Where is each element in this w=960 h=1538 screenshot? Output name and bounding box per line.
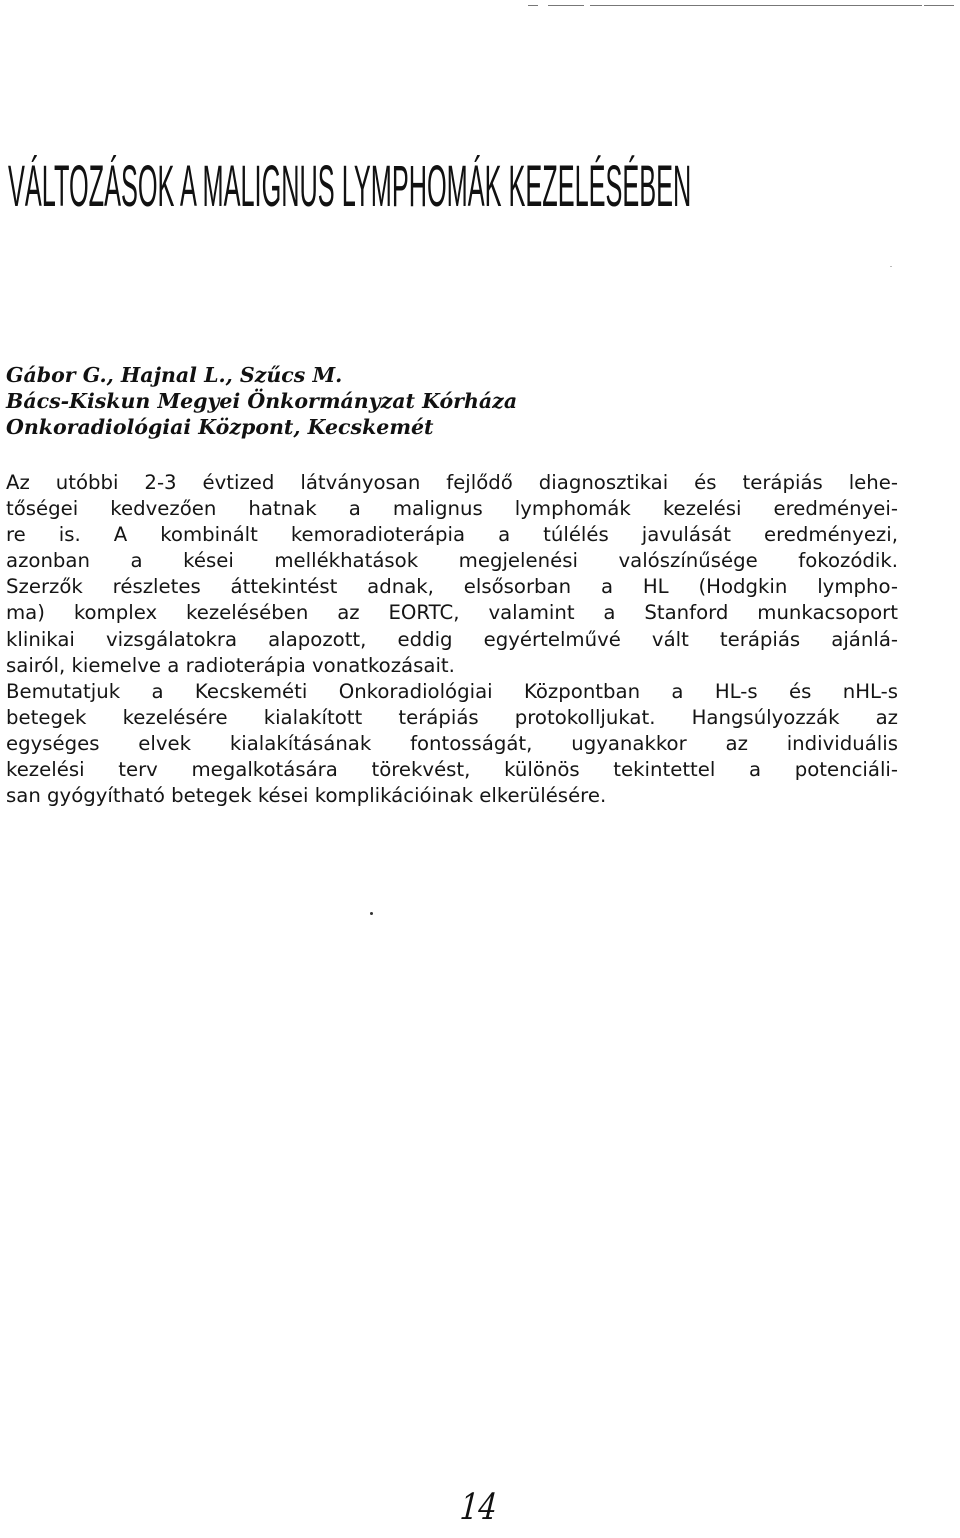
abstract-line: betegek kezelésére kialakított terápiás protokolljukat. Hangsúlyozzák az (6, 705, 898, 729)
scan-edge-line (548, 5, 584, 6)
scan-edge-line (924, 5, 954, 6)
abstract-line: sairól, kiemelve a radioterápia vonatkozásait. (6, 653, 455, 677)
authors-line: Gábor G., Hajnal L., Szűcs M. (6, 363, 343, 387)
abstract-line: azonban a kései mellékhatások megjelenési valószínűsége fokozódik. (6, 549, 898, 573)
scan-edge-line (590, 5, 922, 6)
scan-speck (890, 266, 892, 267)
abstract-line: re is. A kombinált kemoradioterápia a túlélés javulását eredményezi, (6, 523, 898, 547)
abstract-line: Bemutatjuk a Kecskeméti Onkoradiológiai Központban a HL-s és nHL-s (6, 679, 898, 703)
document-title-text: VÁLTOZÁSOK A MALIGNUS LYMPHOMÁK KEZELÉSÉBEN (8, 154, 692, 220)
author-block (6, 362, 906, 440)
abstract-line: kezelési terv megalkotására törekvést, különös tekintettel a potenciáli- (6, 758, 898, 782)
page-number: 14 (458, 1487, 499, 1528)
abstract-line: tőségei kedvezően hatnak a malignus lymphomák kezelési eredményei- (6, 497, 898, 521)
abstract-line: Szerzők részletes áttekintést adnak, elsősorban a HL (Hodgkin lympho- (6, 575, 898, 599)
abstract-line: klinikai vizsgálatokra alapozott, eddig egyértelművé vált terápiás ajánlá- (6, 627, 898, 651)
abstract-text (6, 470, 898, 809)
scan-speck (370, 912, 373, 915)
affiliation-line-1: Bács-Kiskun Megyei Önkormányzat Kórháza (6, 389, 518, 413)
scan-edge-line (528, 5, 538, 6)
abstract-line: san gyógyítható betegek kései komplikációinak elkerülésére. (6, 784, 607, 808)
document-title (8, 148, 692, 220)
affiliation-line-2: Onkoradiológiai Központ, Kecskemét (6, 415, 434, 439)
abstract-line: ma) komplex kezelésében az EORTC, valamint a Stanford munkacsoport (6, 601, 898, 625)
abstract-line: Az utóbbi 2-3 évtized látványosan fejlődő diagnosztikai és terápiás lehe- (6, 471, 898, 494)
abstract-line: egységes elvek kialakításának fontosságát, ugyanakkor az individuális (6, 731, 898, 755)
